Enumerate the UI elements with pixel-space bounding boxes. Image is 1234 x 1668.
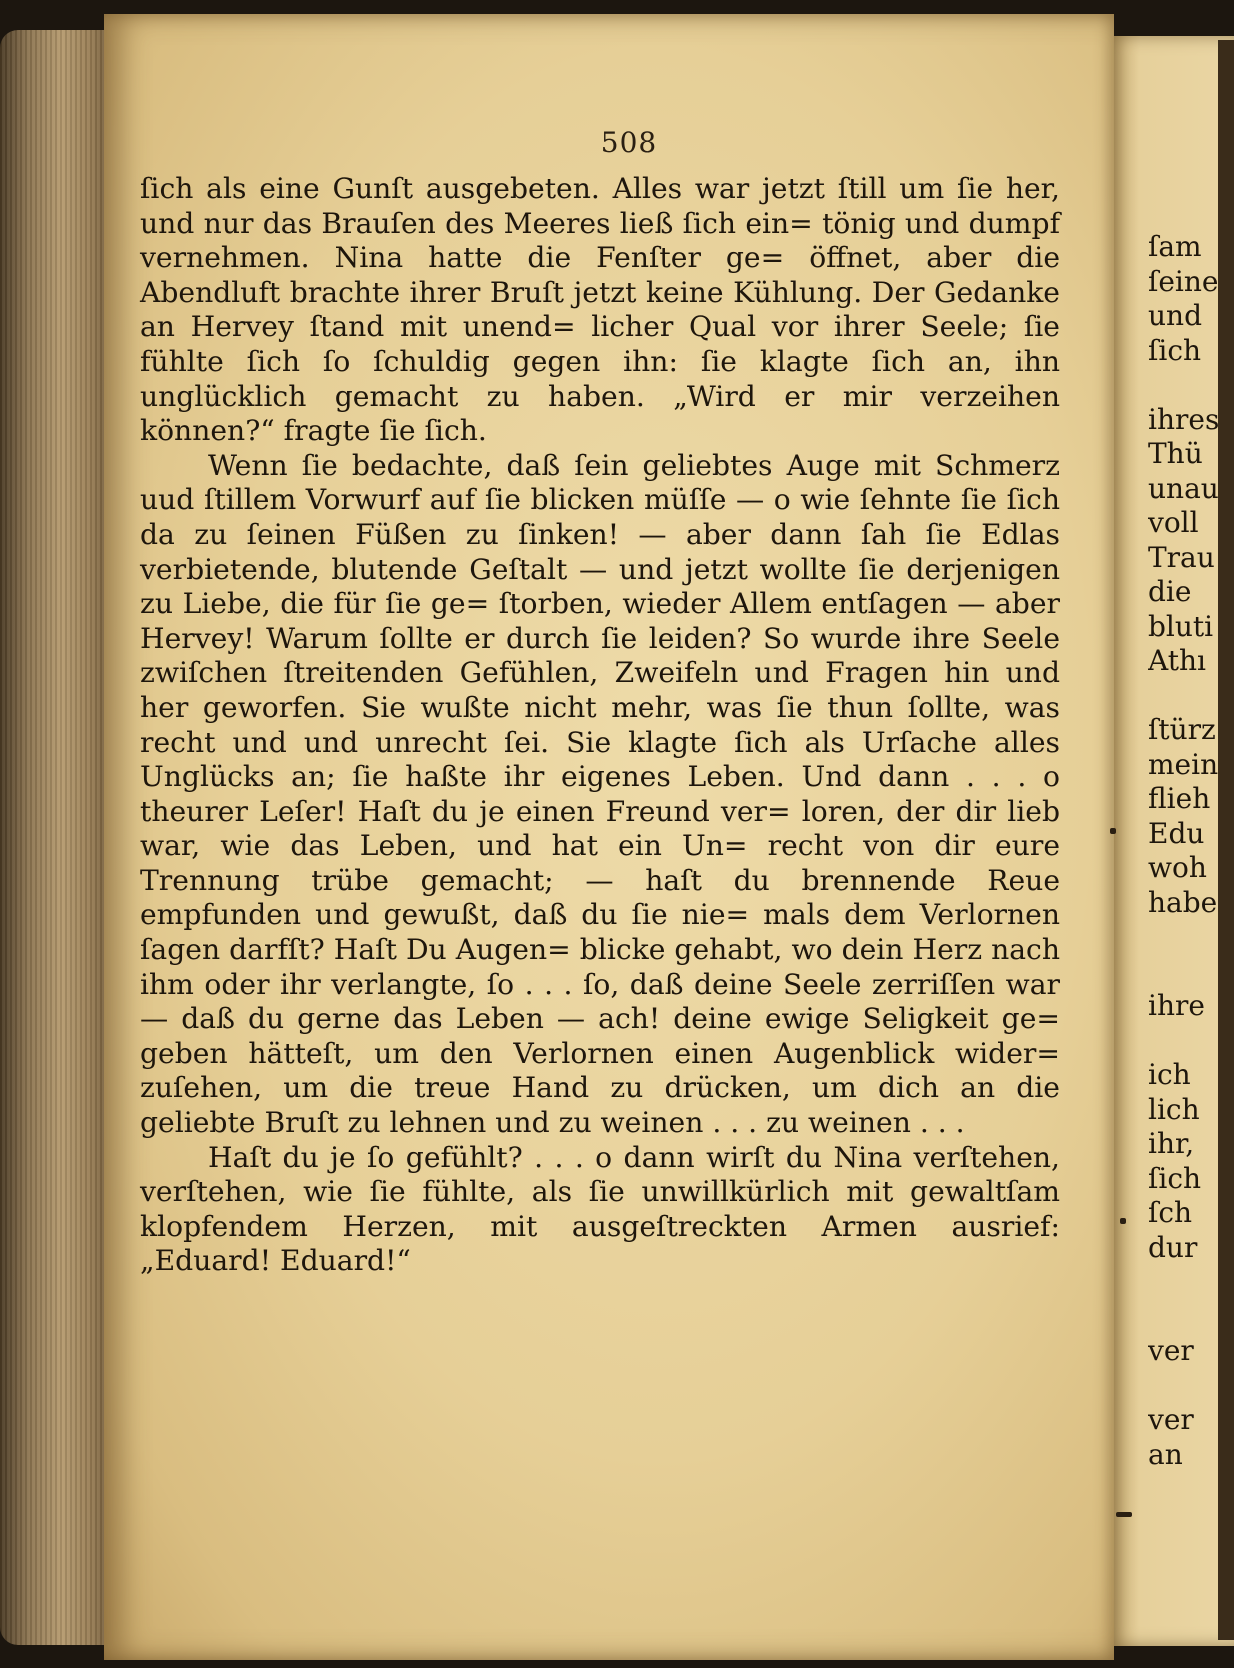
next-page-fragment: ſtürz xyxy=(1148,713,1216,746)
next-page-fragment: ſich xyxy=(1148,1161,1202,1195)
paragraph-3: Haſt du je ſo gefühlt? . . . o dann wirſt du Nina verſtehen, verſtehen, wie ſie fühlte, als ſie unwillkürlich mit gewaltſam klopfendem Herzen, mit ausgeſtreckten Armen ausrief: „Eduard! Eduard!“ xyxy=(140,1140,1060,1278)
next-page-fragment: flieh xyxy=(1148,782,1211,815)
next-page-fragment: und xyxy=(1148,299,1202,332)
paragraph-2: Wenn ſie bedachte, daß ſein geliebtes Auge mit Schmerz uud ſtillem Vorwurf auf ſie blicken müſſe — o wie ſehnte ſie ſich da zu ſeinen Füßen zu ſinken! — aber dann ſah ſie Edlas verbietende, blutende Geſtalt — und jetzt wollte ſie derjenigen zu Liebe, die für ſie ge= ſtorben, wieder Allem entſagen — aber Hervey! Warum ſollte er durch ſie leiden? So wurde ihre Seele zwiſchen ſtreitenden Gefühlen, Zweifeln und Fragen hin und her geworfen. Sie wußte nicht mehr, was ſie thun ſollte, was recht und und unrecht ſei. Sie klagte ſich als Urſache alles Unglücks an; ſie haßte ihr eigenes Leben. Und dann . . . o theurer Leſer! Haſt du je einen Freund ver= loren, der dir lieb war, wie das Leben, und hat ein Un= recht von dir eure Trennung trübe gemacht; — haſt du brennende Reue empfunden und gewußt, daß du ſie nie= mals dem Verlornen ſagen darfſt? Haſt Du Augen= blicke gehabt, wo dein Herz nach ihm oder ihr verlangte, ſo . . . ſo, daß deine Seele zerriſſen war — daß du gerne das Leben — ach! deine ewige Seligkeit ge= geben hätteſt, um den Verlornen einen Augenblick wider= zuſehen, um die treue Hand zu drücken, um dich an die geliebte Bruſt zu lehnen und zu weinen . . . zu weinen . . . xyxy=(140,448,1060,1140)
next-page-fragment xyxy=(1148,368,1234,403)
next-page-fragment: ver xyxy=(1148,1334,1194,1367)
next-page-fragment xyxy=(1148,1024,1234,1059)
book-page-edges xyxy=(0,30,112,1645)
next-page-fragment: ver xyxy=(1148,1403,1194,1436)
next-page-fragment: ihre xyxy=(1148,989,1205,1022)
next-page-fragment: ich xyxy=(1148,1058,1191,1091)
page-number: 508 xyxy=(600,126,658,159)
next-page-fragment: woh xyxy=(1148,851,1207,884)
next-page-text-fragments xyxy=(1148,230,1234,1472)
next-page-fragment: Trau xyxy=(1148,540,1215,574)
next-page-fragment: Athı xyxy=(1148,644,1206,677)
next-page-fragment: Edu xyxy=(1148,816,1205,850)
paragraph-1: ſich als eine Gunſt ausgebeten. Alles war jetzt ſtill um ſie her, und nur das Brauſen des Meeres ließ ſich ein= tönig und dumpf vernehmen. Nina hatte die Fenſter ge= öffnet, aber die Abendluft brachte ihrer Bruſt jetzt keine Kühlung. Der Gedanke an Hervey ſtand mit unend= licher Qual vor ihrer Seele; ſie fühlte ſich ſo ſchuldig gegen ihn: ſie klagte ſich an, ihn unglücklich gemacht zu haben. „Wird er mir verzeihen können?“ fragte ſie ſich. xyxy=(140,172,1060,448)
next-page-fragment xyxy=(1148,1369,1234,1404)
next-page-fragment: ſch xyxy=(1148,1196,1193,1229)
next-page-fragment: unau xyxy=(1148,471,1219,505)
page-text xyxy=(140,172,1060,1279)
next-page-fragment: bluti xyxy=(1148,609,1214,643)
ink-mark xyxy=(1110,828,1116,834)
next-page-fragment: Thü xyxy=(1148,437,1203,470)
next-page-fragment: ſeine xyxy=(1148,264,1219,298)
next-page-fragment: mein xyxy=(1148,747,1219,781)
next-page-fragment: die xyxy=(1148,575,1192,608)
next-page-fragment: lich xyxy=(1148,1092,1200,1126)
ink-mark xyxy=(1120,1218,1126,1224)
next-page-fragment: an xyxy=(1148,1437,1183,1471)
next-page-fragment: habe xyxy=(1148,885,1218,919)
next-page-fragment xyxy=(1148,1300,1234,1335)
next-page-fragment: voll xyxy=(1148,506,1199,539)
next-page-fragment: ſich xyxy=(1148,333,1202,367)
next-page-fragment: ihres xyxy=(1148,402,1220,436)
next-page-fragment: ihr, xyxy=(1148,1127,1195,1160)
next-page-fragment xyxy=(1148,1265,1234,1300)
next-page-fragment xyxy=(1148,920,1234,955)
next-page-fragment xyxy=(1148,679,1234,714)
ink-mark xyxy=(1116,1512,1132,1517)
next-page-fragment: ſam xyxy=(1148,230,1202,263)
next-page-fragment xyxy=(1148,955,1234,990)
next-page-fragment: dur xyxy=(1148,1230,1198,1264)
